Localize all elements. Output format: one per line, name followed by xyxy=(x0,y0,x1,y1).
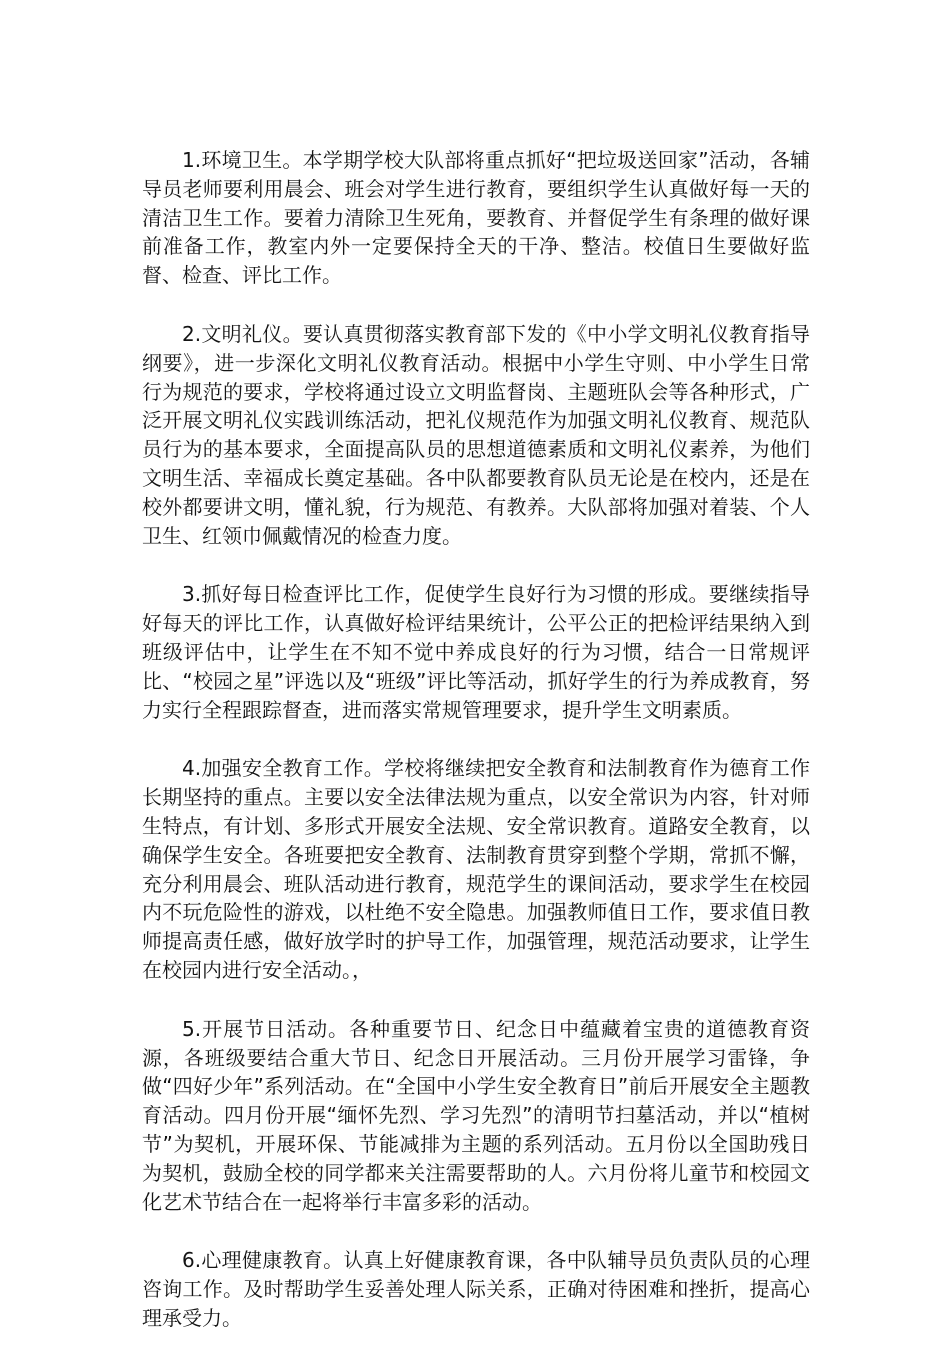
paragraph-environment-hygiene: 1.环境卫生。本学期学校大队部将重点抓好“把垃圾送回家”活动，各辅导员老师要利用晨会、班会对学生进行教育，要组织学生认真做好每一天的清洁卫生工作。要着力清除卫生死角，要教育、并督促学生有条理的做好课前准备工作，教室内外一定要保持全天的干净、整洁。校值日生要做好监督、检查、评比工作。 xyxy=(142,148,810,288)
paragraph-safety-education: 4.加强安全教育工作。学校将继续把安全教育和法制教育作为德育工作长期坚持的重点。主要以安全法律法规为重点，以安全常识为内容，针对师生特点，有计划、多形式开展安全法规、安全常识教育。道路安全教育，以确保学生安全。各班要把安全教育、法制教育贯穿到整个学期，常抓不懈，充分利用晨会、班队活动进行教育，规范学生的课间活动，要求学生在校园内不玩危险性的游戏，以杜绝不安全隐患。加强教师值日工作，要求值日教师提高责任感，做好放学时的护导工作，加强管理，规范活动要求，让学生在校园内进行安全活动。， xyxy=(142,756,810,982)
paragraph-mental-health: 6.心理健康教育。认真上好健康教育课，各中队辅导员负责队员的心理咨询工作。及时帮助学生妥善处理人际关系，正确对待困难和挫折，提高心理承受力。 xyxy=(142,1248,810,1330)
paragraph-civility-etiquette: 2.文明礼仪。要认真贯彻落实教育部下发的《中小学文明礼仪教育指导纲要》，进一步深化文明礼仪教育活动。根据中小学生守则、中小学生日常行为规范的要求，学校将通过设立文明监督岗、主题班队会等各种形式，广泛开展文明礼仪实践训练活动，把礼仪规范作为加强文明礼仪教育、规范队员行为的基本要求，全面提高队员的思想道德素质和文明礼仪素养，为他们文明生活、幸福成长奠定基础。各中队都要教育队员无论是在校内，还是在校外都要讲文明，懂礼貌，行为规范、有教养。大队部将加强对着装、个人卫生、红领巾佩戴情况的检查力度。 xyxy=(142,321,810,548)
paragraph-daily-inspection: 3.抓好每日检查评比工作，促使学生良好行为习惯的形成。要继续指导好每天的评比工作，认真做好检评结果统计，公平公正的把检评结果纳入到班级评估中，让学生在不知不觉中养成良好的行为习惯，结合一日常规评比、“校园之星”评选以及“班级”评比等活动，抓好学生的行为养成教育，努力实行全程跟踪督查，进而落实常规管理要求，提升学生文明素质。 xyxy=(142,582,810,722)
document-body xyxy=(142,146,810,1363)
paragraph-festival-activities: 5.开展节日活动。各种重要节日、纪念日中蕴藏着宝贵的道德教育资源，各班级要结合重大节日、纪念日开展活动。三月份开展学习雷锋，争做“四好少年”系列活动。在“全国中小学生安全教育日”前后开展安全主题教育活动。四月份开展“缅怀先烈、学习先烈”的清明节扫墓活动，并以“植树节”为契机，开展环保、节能减排为主题的系列活动。五月份以全国助残日为契机，鼓励全校的同学都来关注需要帮助的人。六月份将儿童节和校园文化艺术节结合在一起将举行丰富多彩的活动。 xyxy=(142,1016,810,1214)
